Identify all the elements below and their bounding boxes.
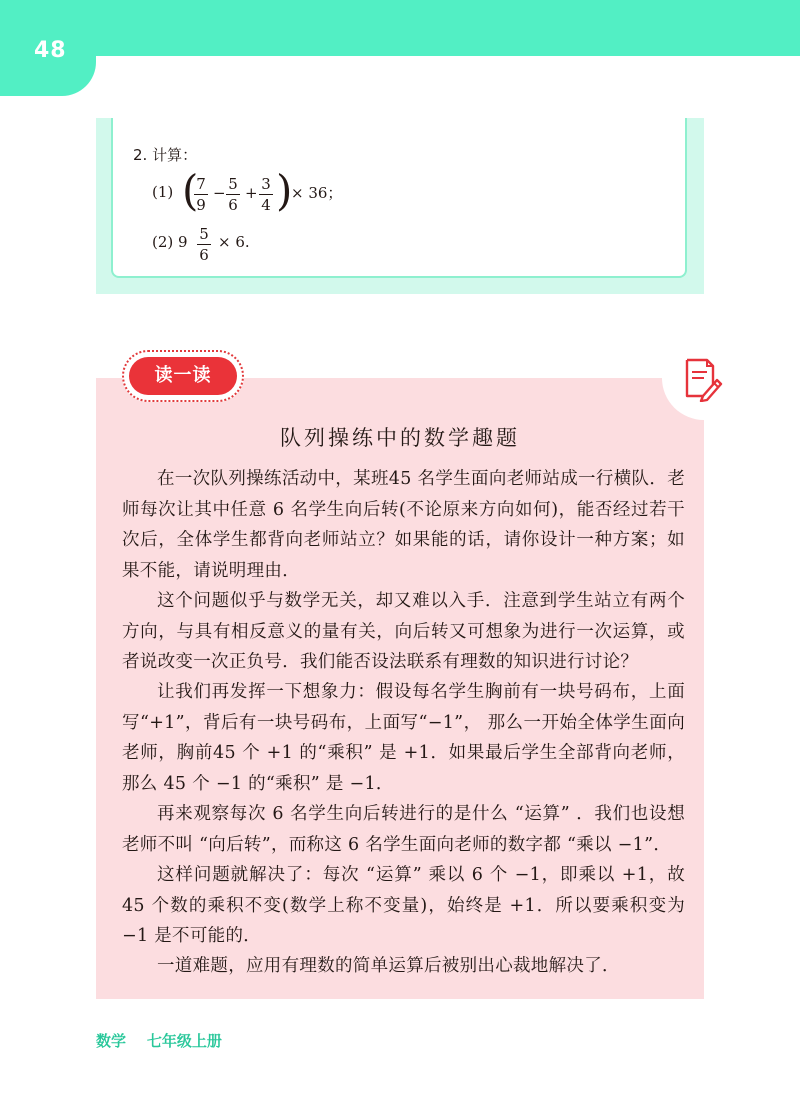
paragraph-5: 这样问题就解决了：每次 “运算” 乘以 6 个 −1，即乘以 +1，故45 个数的乘积不变(数学上称不变量)，始终是 +1．所以要乘积变为 −1 是不可能的． [122, 865, 685, 946]
numerator: 5 [228, 175, 238, 193]
fraction-bar [194, 194, 208, 195]
fraction-7-9 [194, 176, 208, 213]
denominator: 4 [261, 196, 271, 214]
paragraph-6: 一道难题，应用有理数的简单运算后被别出心裁地解决了． [157, 956, 620, 976]
fraction-3-4 [259, 176, 273, 213]
problem-label: 2. 计算： [133, 146, 198, 164]
numerator: 3 [261, 175, 271, 193]
minus-operator: − [213, 184, 226, 202]
item2-tail: × 6. [218, 233, 250, 251]
footer-book-title: 数学 七年级上册 [96, 1032, 222, 1050]
fraction-5-6 [226, 176, 240, 213]
denominator: 6 [199, 246, 209, 264]
denominator: 6 [228, 196, 238, 214]
read-badge: 读一读 [129, 357, 237, 395]
header-band [0, 0, 800, 56]
numerator: 7 [196, 175, 206, 193]
fraction-5-6-mixed [197, 226, 211, 263]
paragraph-2: 这个问题似乎与数学无关，却又难以入手．注意到学生站立有两个方向，与具有相反意义的量有关，向后转又可想象为进行一次运算，或者说改变一次正负号．我们能否设法联系有理数的知识进行讨论？ [122, 591, 685, 672]
item1-label: (1) [152, 183, 174, 201]
item2-label: (2) 9 [152, 233, 188, 251]
note-pencil-icon [677, 356, 723, 402]
fraction-bar [226, 194, 240, 195]
paragraph-3: 让我们再发挥一下想象力：假设每名学生胸前有一块号码布，上面写“+1”，背后有一块号码布，上面写“−1”， 那么一开始全体学生面向老师，胸前45 个 +1 的“乘积” 是 +1．如果最后学生全部背向老师，那么 45 个 −1 的“乘积” 是 −1． [122, 682, 685, 794]
plus-operator: + [245, 184, 258, 202]
paragraph-4: 再来观察每次 6 名学生向后转进行的是什么 “运算” ．我们也设想老师不叫 “向后转”，而称这 6 名学生面向老师的数字都 “乘以 −1”． [122, 804, 685, 855]
reading-title: 队列操练中的数学趣题 [280, 426, 520, 450]
page-number: 48 [34, 38, 67, 63]
denominator: 9 [196, 196, 206, 214]
item1-tail: × 36； [291, 184, 343, 202]
paragraph-1: 在一次队列操练活动中，某班45 名学生面向老师站成一行横队．老师每次让其中任意 6 名学生向后转(不论原来方向如何)，能否经过若干次后，全体学生都背向老师站立？如果能的话，请你设计一种方案；如果不能，请说明理由． [122, 469, 685, 581]
fraction-bar [197, 244, 211, 245]
right-paren: ) [276, 166, 293, 215]
numerator: 5 [199, 225, 209, 243]
left-paren: ( [182, 166, 199, 215]
fraction-bar [259, 194, 273, 195]
